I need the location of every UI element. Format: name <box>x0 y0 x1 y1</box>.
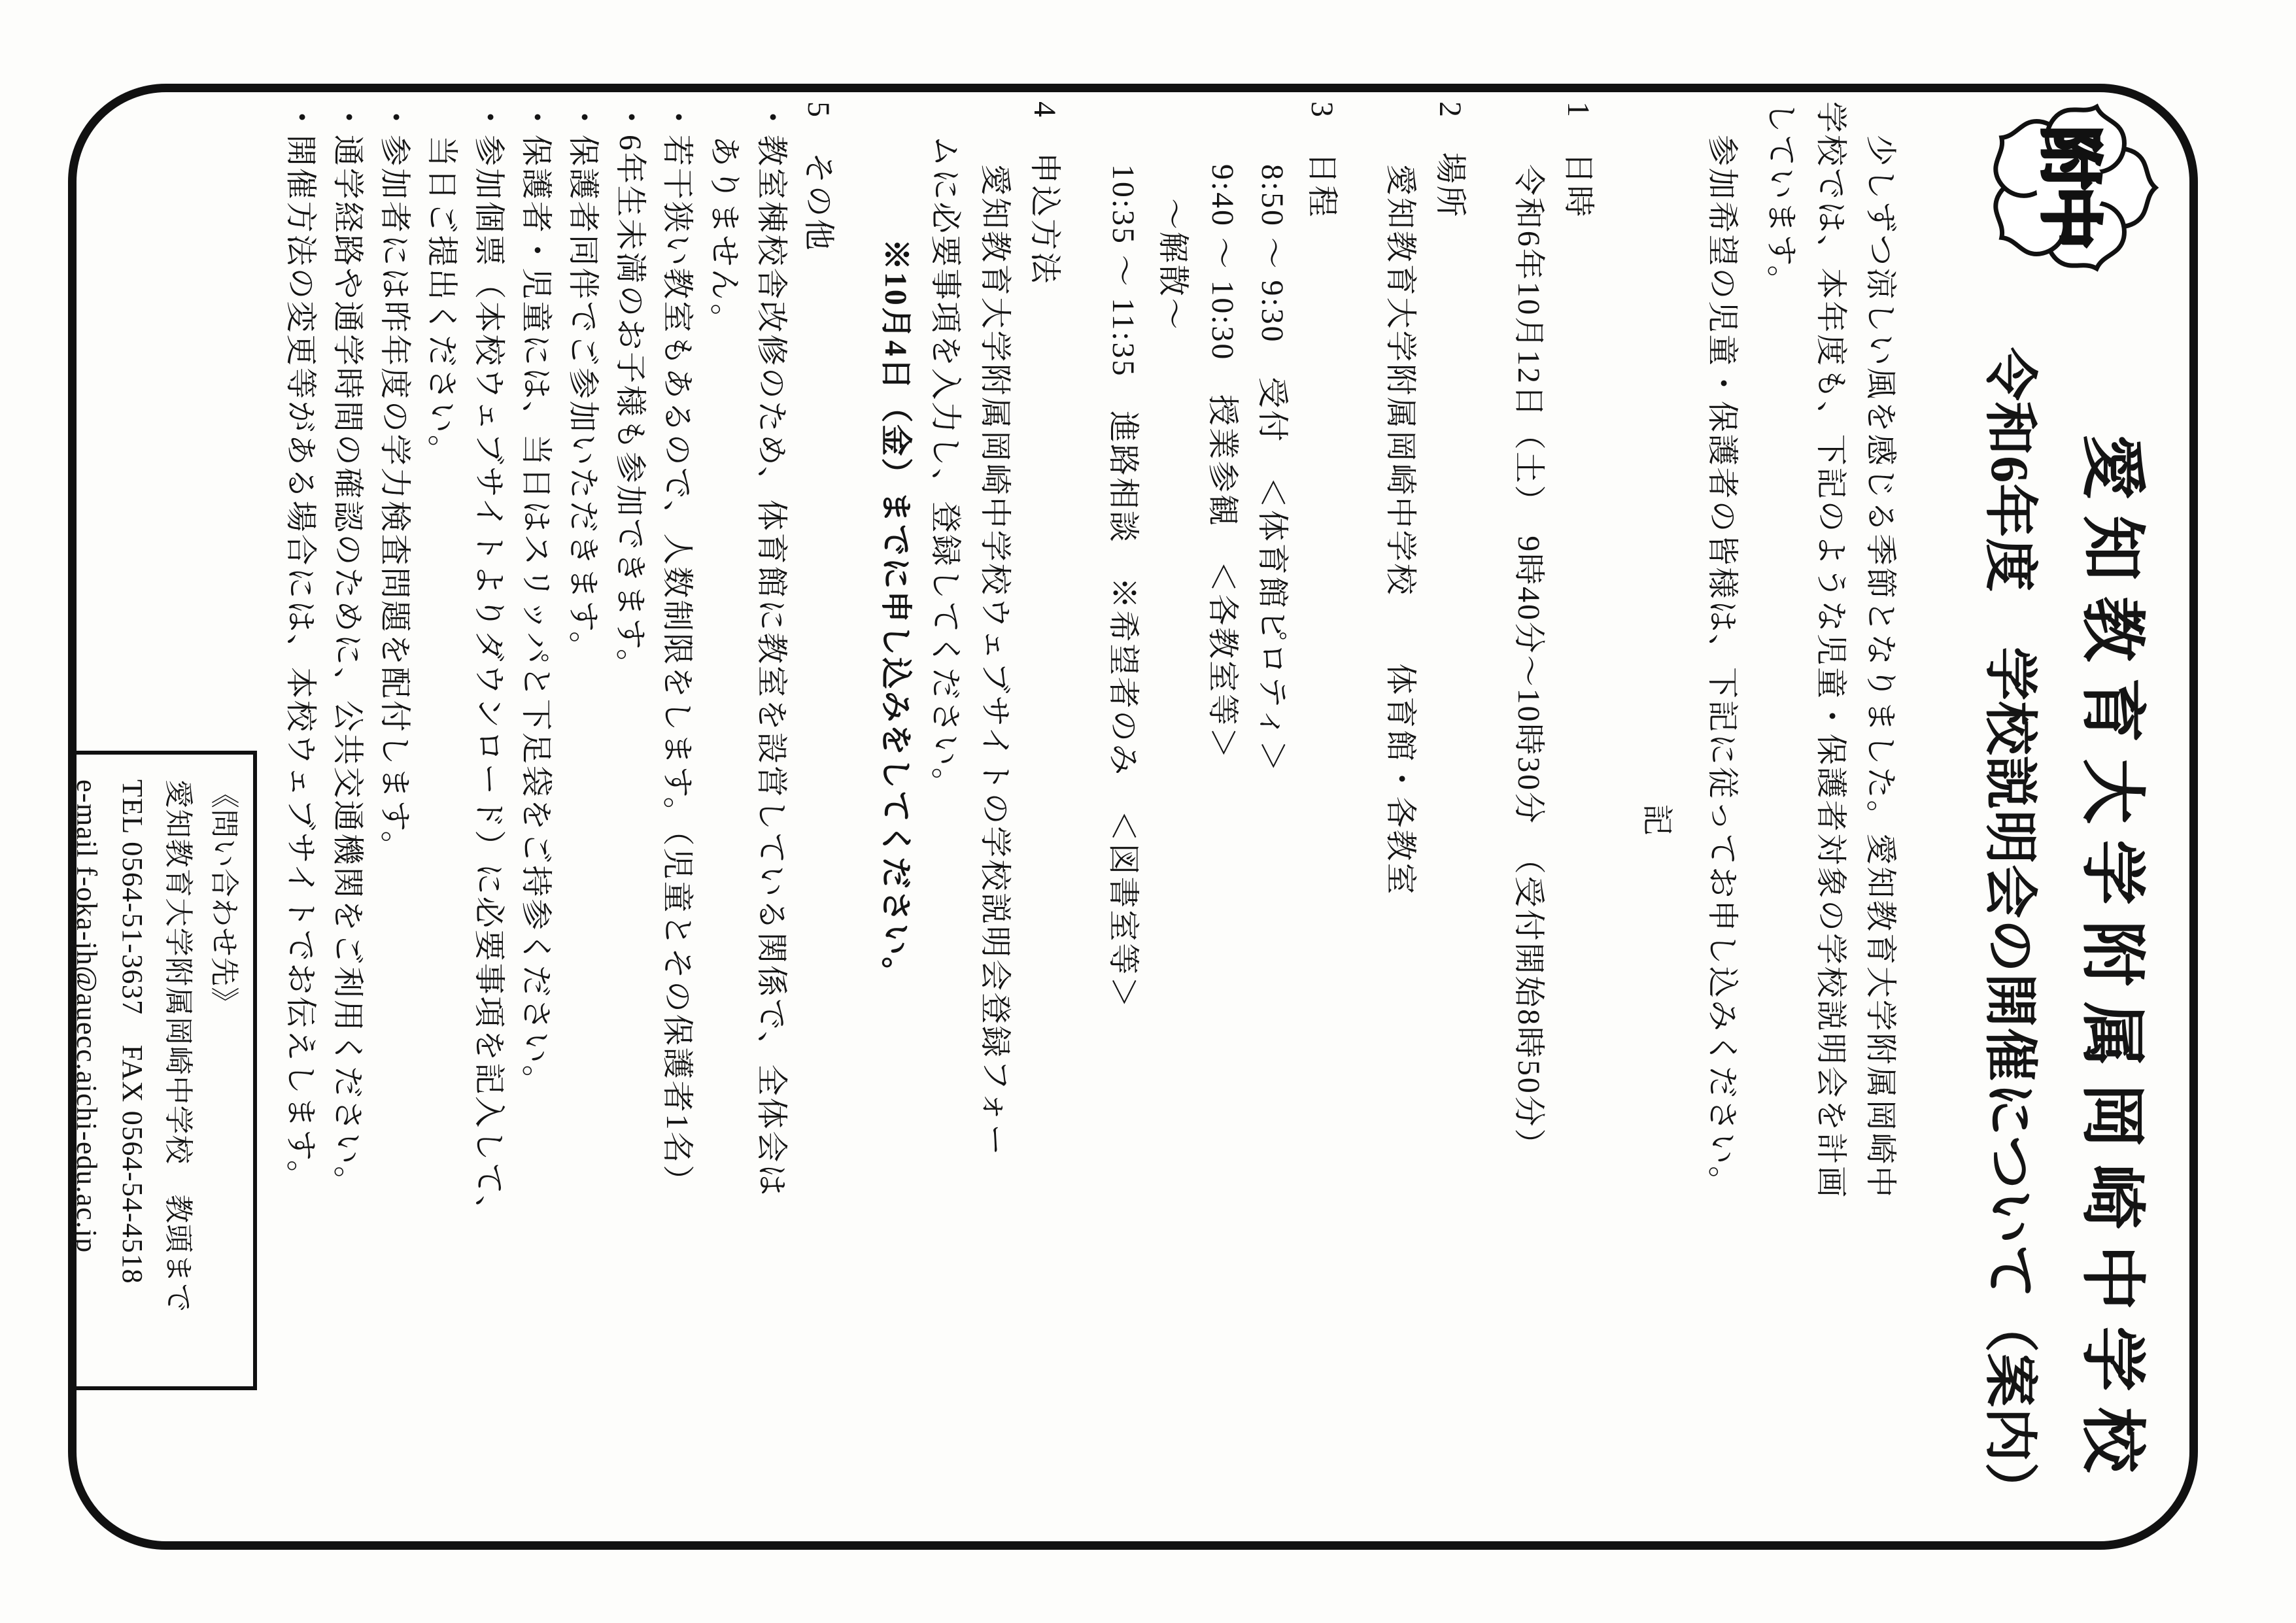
intro-paragraph <box>1697 101 1905 1540</box>
note-item: ・6年生未満のお子様も参加できます。 <box>613 101 647 683</box>
emblem-char-left: 附 <box>2034 126 2104 189</box>
emblem-char-right: 中 <box>2034 186 2104 249</box>
contact-heading: 《問い合わせ先》 <box>208 779 240 1017</box>
section-datetime <box>1503 101 1603 1540</box>
note-item: ・保護者同伴でご参加いただきます。 <box>566 101 600 665</box>
application-line: ムに必要事項を入力し、登録してください。 <box>928 135 963 801</box>
application-deadline-note: ※10月4日（金）までに申し込みをしてください。 <box>878 239 913 991</box>
contact-address: 愛知教育大学附属岡崎中学校 教頭まで <box>162 779 194 1313</box>
document-subtitle: 令和6年度 学校説明会の開催について（案内） <box>1980 347 2040 1517</box>
note-item: ・保護者・児童には、当日はスリッパと下足袋をご持参ください。 <box>519 101 553 1099</box>
datetime-value: 令和6年10月12日（土） 9時40分〜10時30分 （受付開始8時50分） <box>1511 164 1546 1162</box>
document-body <box>277 101 1905 1540</box>
section-application <box>870 101 1069 1540</box>
section-place <box>1375 101 1475 1540</box>
note-item: ・若干狭い教室もあるので、人数制限をします。（児童とその保護者1名） <box>660 101 694 1199</box>
schedule-row: 8:50 〜 9:30 受付 ＜体育館ピロティ＞ <box>1255 164 1290 774</box>
section-heading: 2 場所 <box>1433 101 1467 219</box>
schedule-row: 9:40 〜 10:30 授業参観 ＜各教室等＞ <box>1205 164 1240 760</box>
schedule-row-dismissal: 〜解散〜 <box>1156 198 1190 332</box>
contact-info-box <box>70 751 257 1390</box>
memo-marker: 記 <box>1639 804 1674 838</box>
document-title: 愛知教育大学附属岡崎中学校 <box>2076 434 2148 1488</box>
section-heading: 5 その他 <box>801 101 836 252</box>
contact-email: e-mail f-oka-jh@auecc.aichi-edu.ac.jp <box>71 779 103 1254</box>
section-heading: 4 申込方法 <box>1027 101 1062 286</box>
place-value: 愛知教育大学附属岡崎中学校 体育館・各教室 <box>1383 164 1418 897</box>
intro-line: 参加希望の児童・保護者の皆様は、下記に従ってお申し込みください。 <box>1705 101 1739 1200</box>
section-other-notes <box>277 101 842 1540</box>
note-item-wrap: ありません。 <box>707 135 742 337</box>
schedule-row: 10:35 〜 11:35 進路相談 ※希望者のみ ＜図書室等＞ <box>1106 164 1140 1010</box>
note-item: ・参加個票（本校ウェブサイトよりダウンロード）に必要事項を記入して、 <box>471 101 506 1229</box>
school-emblem-icon <box>1969 86 2172 289</box>
contact-tel-fax: TEL 0564-51-3637 FAX 0564-54-4518 <box>116 779 148 1284</box>
note-item: ・教室棟校舎改修のため、体育館に教室を設営している関係で、全体会は <box>754 101 789 1198</box>
section-heading: 3 日程 <box>1305 101 1339 219</box>
intro-line: しています。 <box>1764 101 1798 299</box>
note-item: ・参加者には昨年度の学力検査問題を配付します。 <box>377 101 412 864</box>
note-item: ・開催方法の変更等がある場合には、本校ウェブサイトでお伝えします。 <box>283 101 318 1193</box>
section-schedule <box>1098 101 1346 1540</box>
section-heading: 1 日時 <box>1561 101 1596 219</box>
intro-line: 学校では、本年度も、下記のような児童・保護者対象の学校説明会を計画 <box>1813 101 1848 1200</box>
application-line: 愛知教育大学附属岡崎中学校ウェブサイトの学校説明会登録フォー <box>978 164 1012 1157</box>
intro-line: 少しずつ涼しい風を感じる季節となりました。愛知教育大学附属岡崎中 <box>1863 101 1898 1200</box>
note-item-wrap: 当日ご提出ください。 <box>424 135 459 468</box>
note-item: ・通学経路や通学時間の確認のために、公共交通機関をご利用ください。 <box>330 101 365 1200</box>
